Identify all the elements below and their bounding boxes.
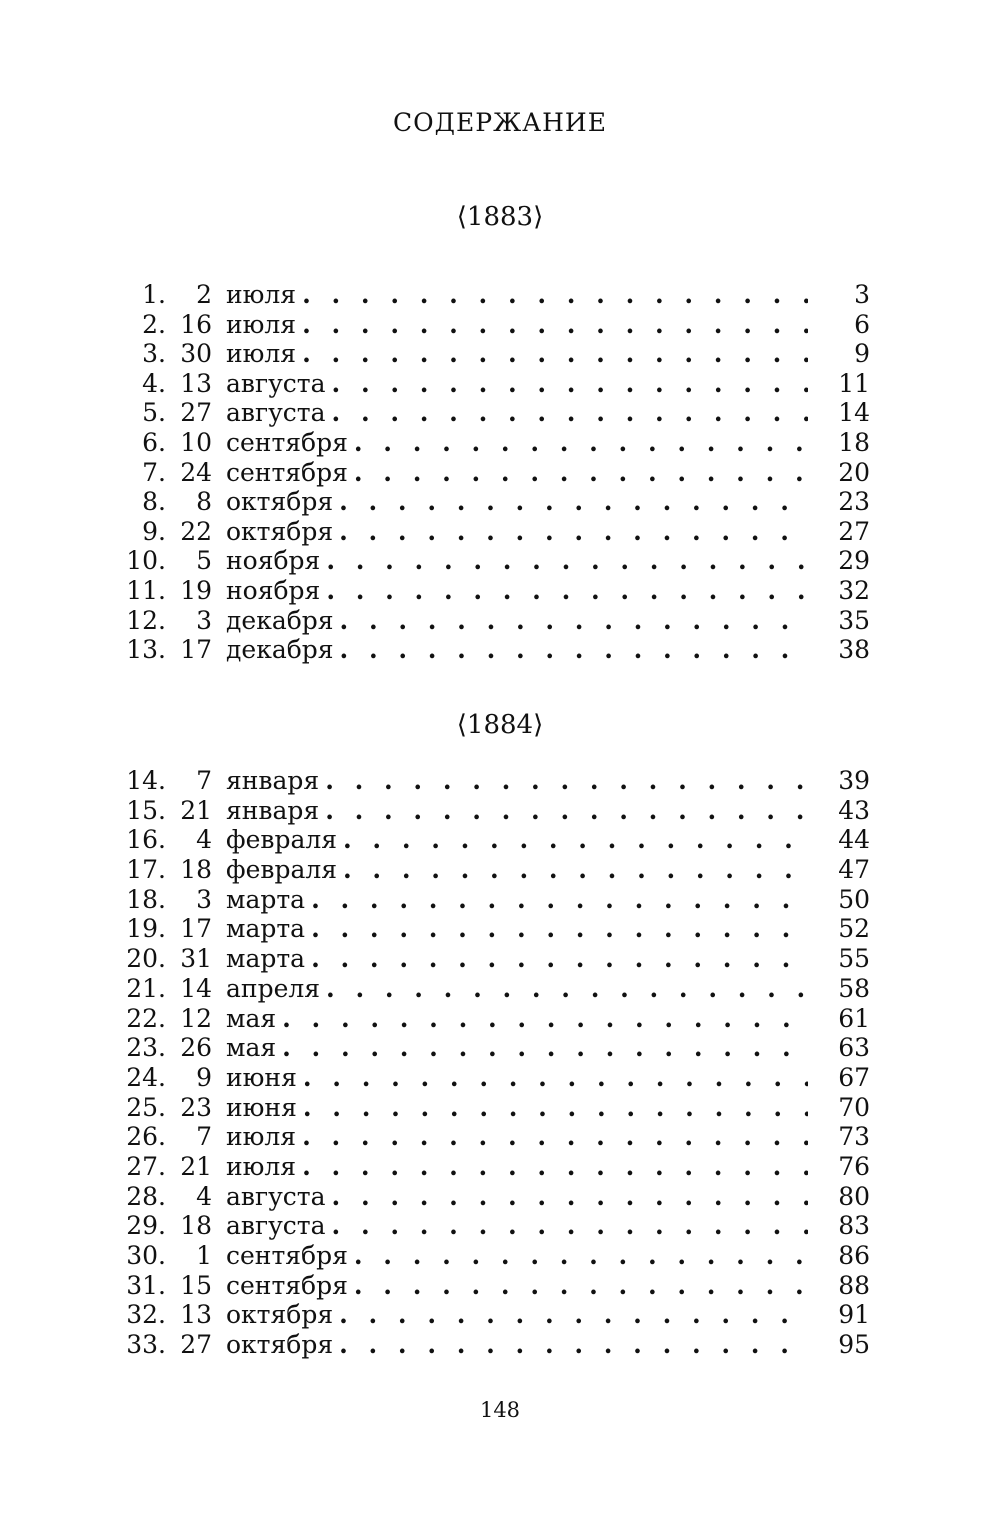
dot-leader (339, 517, 808, 546)
toc-entry (118, 1330, 870, 1360)
dot-leader (343, 825, 808, 854)
entry-number: 7. (142, 457, 166, 487)
entry-month: января (226, 795, 320, 825)
entry-number: 30. (126, 1241, 166, 1270)
entry-month: ноября (226, 575, 321, 605)
entry-day: 26 (180, 1033, 212, 1063)
entry-number: 3. (142, 339, 166, 369)
entry-number: 4. (142, 368, 166, 398)
toc-entry (118, 914, 870, 944)
entry-month: апреля (226, 973, 321, 1003)
page-number: 148 (479, 1398, 521, 1422)
entry-month: декабря (226, 635, 334, 665)
dot-leader (311, 944, 808, 973)
toc-entry (118, 1241, 870, 1271)
entry-number: 1. (142, 280, 166, 309)
entry-month: декабря (226, 605, 334, 635)
toc-entry (118, 1004, 870, 1034)
entry-day: 3 (196, 605, 212, 635)
entry-page: 86 (838, 1241, 870, 1270)
toc-entry (118, 1152, 870, 1182)
dot-leader (282, 1004, 808, 1033)
section-heading-1884: ⟨1884⟩ (456, 710, 544, 740)
entry-day: 2 (196, 280, 212, 309)
entry-day: 8 (196, 487, 212, 517)
entry-number: 16. (126, 825, 166, 855)
entry-number: 8. (142, 487, 166, 517)
entry-page: 63 (838, 1033, 870, 1063)
entry-month: июля (226, 309, 297, 339)
toc-entry (118, 766, 870, 796)
toc-entry (118, 1033, 870, 1063)
entry-day: 30 (180, 339, 212, 369)
dot-leader (343, 855, 808, 884)
entry-month: февраля (226, 825, 337, 855)
dot-leader (354, 1271, 808, 1300)
entry-page: 6 (854, 309, 870, 339)
entry-month: мая (226, 1033, 277, 1063)
toc-list-1883 (118, 280, 870, 665)
entry-month: июня (226, 1092, 297, 1122)
dot-leader (340, 635, 808, 664)
dot-leader (339, 487, 808, 516)
entry-page: 14 (838, 398, 870, 428)
entry-day: 3 (196, 884, 212, 914)
entry-number: 15. (126, 795, 166, 825)
entry-day: 14 (180, 973, 212, 1003)
dot-leader (282, 1033, 808, 1062)
entry-number: 28. (126, 1181, 166, 1211)
dot-leader (325, 766, 808, 795)
toc-entry (118, 944, 870, 974)
dot-leader (354, 428, 808, 457)
entry-page: 39 (838, 766, 870, 795)
toc-entry (118, 280, 870, 310)
entry-month: августа (226, 368, 326, 398)
entry-number: 11. (126, 575, 166, 605)
toc-entry (118, 339, 870, 369)
entry-page: 70 (838, 1092, 870, 1122)
entry-day: 23 (180, 1092, 212, 1122)
entry-day: 16 (180, 309, 212, 339)
entry-page: 55 (838, 944, 870, 974)
toc-list-1884 (118, 766, 870, 1360)
entry-number: 5. (142, 398, 166, 428)
entry-number: 33. (126, 1330, 166, 1360)
dot-leader (326, 974, 808, 1003)
dot-leader (332, 369, 808, 398)
toc-entry (118, 546, 870, 576)
entry-month: июля (226, 280, 297, 309)
entry-page: 44 (838, 825, 870, 855)
entry-day: 21 (180, 1151, 212, 1181)
toc-entry (118, 487, 870, 517)
entry-number: 10. (126, 546, 166, 576)
entry-number: 32. (126, 1300, 166, 1330)
dot-leader (332, 398, 808, 427)
entry-day: 18 (180, 855, 212, 885)
entry-number: 29. (126, 1211, 166, 1241)
entry-number: 6. (142, 427, 166, 457)
entry-day: 18 (180, 1211, 212, 1241)
toc-entry (118, 606, 870, 636)
entry-month: июля (226, 1122, 297, 1152)
entry-number: 13. (126, 635, 166, 665)
entry-number: 20. (126, 944, 166, 974)
entry-number: 26. (126, 1122, 166, 1152)
entry-month: марта (226, 884, 306, 914)
entry-month: августа (226, 1181, 326, 1211)
entry-month: мая (226, 1003, 277, 1033)
entry-month: июня (226, 1062, 297, 1092)
entry-number: 22. (126, 1003, 166, 1033)
dot-leader (302, 339, 808, 368)
entry-page: 18 (838, 427, 870, 457)
toc-entry (118, 517, 870, 547)
entry-number: 18. (126, 884, 166, 914)
entry-number: 25. (126, 1092, 166, 1122)
toc-entry (118, 855, 870, 885)
entry-month: марта (226, 944, 306, 974)
entry-month: июля (226, 339, 297, 369)
entry-day: 21 (180, 795, 212, 825)
toc-entry (118, 1300, 870, 1330)
entry-month: февраля (226, 855, 337, 885)
toc-entry (118, 1211, 870, 1241)
dot-leader (332, 1211, 808, 1240)
entry-page: 95 (838, 1330, 870, 1360)
entry-page: 67 (838, 1062, 870, 1092)
dot-leader (302, 280, 808, 309)
entry-page: 61 (838, 1003, 870, 1033)
entry-day: 31 (180, 944, 212, 974)
entry-page: 3 (854, 280, 870, 309)
entry-number: 19. (126, 914, 166, 944)
toc-entry (118, 796, 870, 826)
entry-month: октября (226, 1300, 334, 1330)
toc-entry (118, 398, 870, 428)
entry-day: 1 (196, 1241, 212, 1270)
entry-page: 73 (838, 1122, 870, 1152)
dot-leader (339, 1300, 808, 1329)
dot-leader (325, 796, 808, 825)
toc-entry (118, 635, 870, 665)
page-title: СОДЕРЖАНИЕ (393, 108, 607, 137)
entry-day: 22 (180, 516, 212, 546)
dot-leader (303, 1093, 808, 1122)
dot-leader (303, 1063, 808, 1092)
entry-month: октября (226, 1330, 334, 1360)
entry-day: 7 (196, 1122, 212, 1152)
entry-day: 19 (180, 575, 212, 605)
entry-day: 17 (180, 635, 212, 665)
toc-entry (118, 1182, 870, 1212)
entry-number: 24. (126, 1062, 166, 1092)
entry-day: 27 (180, 1330, 212, 1360)
entry-page: 20 (838, 457, 870, 487)
entry-month: сентября (226, 457, 348, 487)
entry-number: 23. (126, 1033, 166, 1063)
dot-leader (302, 310, 808, 339)
entry-page: 35 (838, 605, 870, 635)
entry-day: 15 (180, 1270, 212, 1300)
entry-month: марта (226, 914, 306, 944)
entry-number: 21. (126, 973, 166, 1003)
entry-page: 23 (838, 487, 870, 517)
entry-page: 52 (838, 914, 870, 944)
entry-page: 47 (838, 855, 870, 885)
dot-leader (354, 1241, 808, 1270)
entry-month: октября (226, 516, 334, 546)
entry-page: 58 (838, 973, 870, 1003)
dot-leader (311, 885, 808, 914)
entry-month: сентября (226, 427, 348, 457)
entry-month: августа (226, 398, 326, 428)
entry-month: января (226, 766, 320, 795)
toc-entry (118, 458, 870, 488)
entry-page: 11 (838, 368, 870, 398)
entry-page: 91 (838, 1300, 870, 1330)
entry-month: ноября (226, 546, 321, 576)
toc-entry (118, 825, 870, 855)
entry-day: 5 (196, 546, 212, 576)
entry-number: 31. (126, 1270, 166, 1300)
entry-page: 9 (854, 339, 870, 369)
dot-leader (311, 914, 808, 943)
toc-entry (118, 369, 870, 399)
entry-page: 83 (838, 1211, 870, 1241)
entry-day: 24 (180, 457, 212, 487)
dot-leader (326, 576, 808, 605)
entry-page: 43 (838, 795, 870, 825)
entry-page: 80 (838, 1181, 870, 1211)
dot-leader (302, 1122, 808, 1151)
entry-number: 17. (126, 855, 166, 885)
entry-page: 76 (838, 1151, 870, 1181)
entry-number: 27. (126, 1151, 166, 1181)
dot-leader (340, 606, 808, 635)
entry-month: октября (226, 487, 334, 517)
entry-page: 50 (838, 884, 870, 914)
dot-leader (339, 1330, 808, 1359)
entry-day: 4 (196, 825, 212, 855)
toc-entry (118, 1093, 870, 1123)
toc-entry (118, 428, 870, 458)
entry-page: 88 (838, 1270, 870, 1300)
entry-page: 29 (838, 546, 870, 576)
entry-day: 13 (180, 368, 212, 398)
entry-page: 27 (838, 516, 870, 546)
toc-entry (118, 974, 870, 1004)
entry-month: июля (226, 1151, 297, 1181)
entry-day: 12 (180, 1003, 212, 1033)
entry-day: 9 (196, 1062, 212, 1092)
dot-leader (302, 1152, 808, 1181)
entry-number: 14. (126, 766, 166, 795)
entry-number: 9. (142, 516, 166, 546)
dot-leader (326, 546, 808, 575)
toc-entry (118, 1122, 870, 1152)
entry-day: 10 (180, 427, 212, 457)
toc-entry (118, 576, 870, 606)
section-heading-1883: ⟨1883⟩ (456, 202, 544, 232)
entry-day: 17 (180, 914, 212, 944)
entry-month: сентября (226, 1270, 348, 1300)
entry-page: 32 (838, 575, 870, 605)
entry-day: 4 (196, 1181, 212, 1211)
toc-entry (118, 1063, 870, 1093)
toc-entry (118, 1271, 870, 1301)
entry-page: 38 (838, 635, 870, 665)
entry-month: августа (226, 1211, 326, 1241)
toc-entry (118, 885, 870, 915)
dot-leader (354, 458, 808, 487)
entry-number: 12. (126, 605, 166, 635)
dot-leader (332, 1182, 808, 1211)
entry-number: 2. (142, 309, 166, 339)
entry-month: сентября (226, 1241, 348, 1270)
toc-entry (118, 310, 870, 340)
entry-day: 13 (180, 1300, 212, 1330)
entry-day: 27 (180, 398, 212, 428)
entry-day: 7 (196, 766, 212, 795)
